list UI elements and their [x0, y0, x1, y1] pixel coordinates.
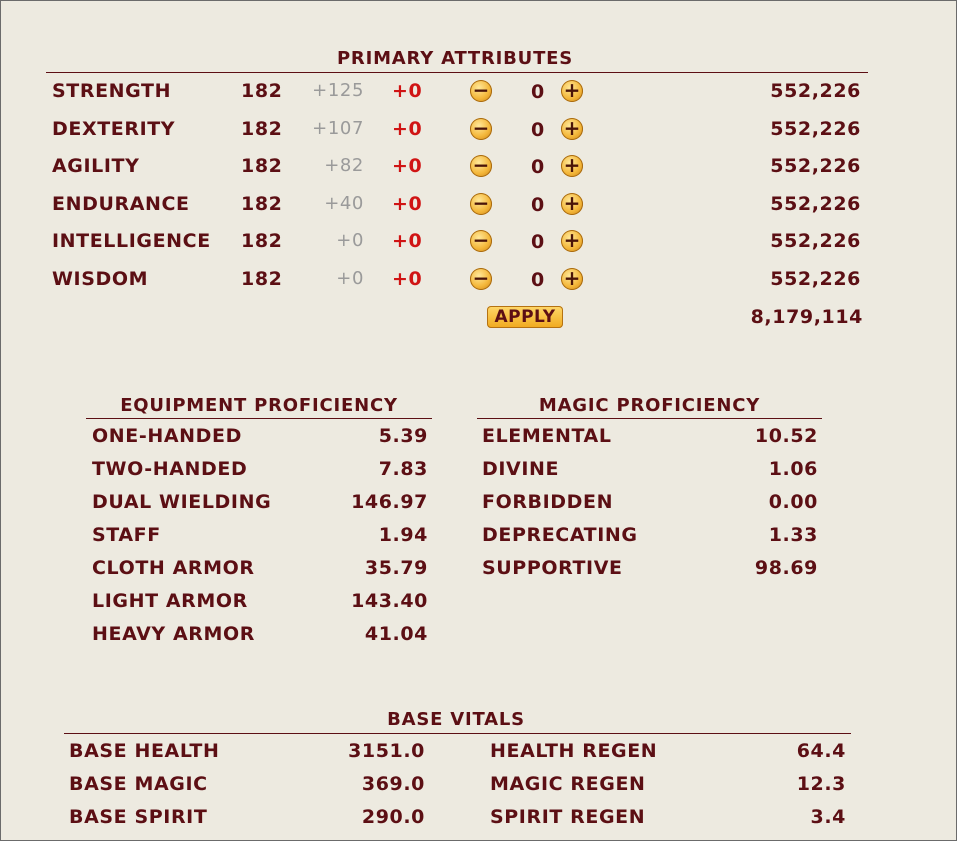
vital-name: SPIRIT REGEN: [490, 806, 646, 828]
attribute-allocated: 0: [531, 194, 545, 216]
proficiency-name: DUAL WIELDING: [92, 491, 272, 513]
attribute-base: 182: [241, 230, 283, 252]
attribute-bonus: +82: [324, 155, 364, 176]
attribute-base: 182: [241, 118, 283, 140]
proficiency-name: ELEMENTAL: [482, 425, 612, 447]
attribute-base: 182: [241, 80, 283, 102]
proficiency-value: 7.83: [378, 458, 428, 480]
attribute-cost: 552,226: [770, 268, 861, 290]
proficiency-name: FORBIDDEN: [482, 491, 614, 513]
vital-name: HEALTH REGEN: [490, 740, 658, 762]
primary-attributes-title: PRIMARY ATTRIBUTES: [336, 48, 574, 69]
proficiency-value: 146.97: [351, 491, 428, 513]
proficiency-value: 1.94: [378, 524, 428, 546]
attribute-bonus: +125: [312, 80, 364, 101]
minus-icon: −: [472, 153, 490, 177]
plus-icon: +: [563, 266, 581, 290]
proficiency-value: 41.04: [364, 623, 428, 645]
proficiency-name: ONE-HANDED: [92, 425, 242, 447]
proficiency-value: 1.06: [768, 458, 818, 480]
minus-icon: −: [472, 78, 490, 102]
increase-button[interactable]: [561, 118, 583, 140]
minus-icon: −: [472, 191, 490, 215]
attribute-base: 182: [241, 155, 283, 177]
proficiency-value: 10.52: [754, 425, 818, 447]
attribute-modifier: +0: [392, 268, 423, 290]
apply-button[interactable]: APPLY: [487, 306, 563, 328]
proficiency-value: 35.79: [364, 557, 428, 579]
vital-value: 12.3: [796, 773, 846, 795]
attribute-modifier: +0: [392, 80, 423, 102]
plus-icon: +: [563, 153, 581, 177]
base-vitals-title: BASE VITALS: [387, 709, 525, 730]
attribute-allocated: 0: [531, 81, 545, 103]
attribute-allocated: 0: [531, 156, 545, 178]
attribute-cost: 552,226: [770, 155, 861, 177]
attribute-cost: 552,226: [770, 193, 861, 215]
attribute-bonus: +40: [324, 193, 364, 214]
attribute-allocated: 0: [531, 119, 545, 141]
attribute-name: WISDOM: [52, 268, 149, 290]
attribute-modifier: +0: [392, 155, 423, 177]
proficiency-value: 143.40: [351, 590, 428, 612]
decrease-button[interactable]: [470, 80, 492, 102]
plus-icon: +: [563, 78, 581, 102]
proficiency-value: 1.33: [768, 524, 818, 546]
attribute-cost: 552,226: [770, 118, 861, 140]
plus-icon: +: [563, 191, 581, 215]
plus-icon: +: [563, 116, 581, 140]
attribute-bonus: +0: [336, 268, 364, 289]
proficiency-name: CLOTH ARMOR: [92, 557, 255, 579]
equipment-proficiency-title: EQUIPMENT PROFICIENCY: [120, 395, 398, 416]
proficiency-name: HEAVY ARMOR: [92, 623, 255, 645]
proficiency-value: 5.39: [378, 425, 428, 447]
attribute-base: 182: [241, 193, 283, 215]
proficiency-name: TWO-HANDED: [92, 458, 248, 480]
minus-icon: −: [472, 116, 490, 140]
attribute-name: AGILITY: [52, 155, 140, 177]
plus-icon: +: [563, 228, 581, 252]
proficiency-value: 0.00: [768, 491, 818, 513]
magic-proficiency-title: MAGIC PROFICIENCY: [538, 395, 761, 416]
vital-name: BASE MAGIC: [69, 773, 208, 795]
attribute-bonus: +0: [336, 230, 364, 251]
vital-name: BASE HEALTH: [69, 740, 220, 762]
increase-button[interactable]: [561, 230, 583, 252]
attribute-allocated: 0: [531, 269, 545, 291]
total-cost: 8,179,114: [750, 306, 863, 328]
attribute-bonus: +107: [312, 118, 364, 139]
attribute-modifier: +0: [392, 118, 423, 140]
attribute-base: 182: [241, 268, 283, 290]
decrease-button[interactable]: [470, 155, 492, 177]
attribute-cost: 552,226: [770, 230, 861, 252]
minus-icon: −: [472, 266, 490, 290]
proficiency-value: 98.69: [754, 557, 818, 579]
primary-attributes-rule: [46, 72, 868, 73]
vital-value: 3151.0: [348, 740, 425, 762]
proficiency-name: DEPRECATING: [482, 524, 638, 546]
attribute-allocated: 0: [531, 231, 545, 253]
attribute-modifier: +0: [392, 193, 423, 215]
increase-button[interactable]: [561, 80, 583, 102]
equipment-proficiency-rule: [86, 418, 432, 419]
attribute-modifier: +0: [392, 230, 423, 252]
attribute-name: INTELLIGENCE: [52, 230, 211, 252]
attribute-cost: 552,226: [770, 80, 861, 102]
decrease-button[interactable]: [470, 193, 492, 215]
vital-name: MAGIC REGEN: [490, 773, 646, 795]
attribute-name: STRENGTH: [52, 80, 172, 102]
increase-button[interactable]: [561, 155, 583, 177]
minus-icon: −: [472, 228, 490, 252]
proficiency-name: SUPPORTIVE: [482, 557, 623, 579]
attribute-name: DEXTERITY: [52, 118, 176, 140]
proficiency-name: DIVINE: [482, 458, 560, 480]
attribute-name: ENDURANCE: [52, 193, 190, 215]
vital-value: 3.4: [810, 806, 846, 828]
vital-value: 64.4: [796, 740, 846, 762]
proficiency-name: LIGHT ARMOR: [92, 590, 248, 612]
vital-value: 369.0: [361, 773, 425, 795]
magic-proficiency-rule: [477, 418, 822, 419]
decrease-button[interactable]: [470, 230, 492, 252]
increase-button[interactable]: [561, 268, 583, 290]
decrease-button[interactable]: [470, 268, 492, 290]
vital-value: 290.0: [361, 806, 425, 828]
proficiency-name: STAFF: [92, 524, 161, 546]
base-vitals-rule: [64, 733, 851, 734]
increase-button[interactable]: [561, 193, 583, 215]
decrease-button[interactable]: [470, 118, 492, 140]
vital-name: BASE SPIRIT: [69, 806, 208, 828]
